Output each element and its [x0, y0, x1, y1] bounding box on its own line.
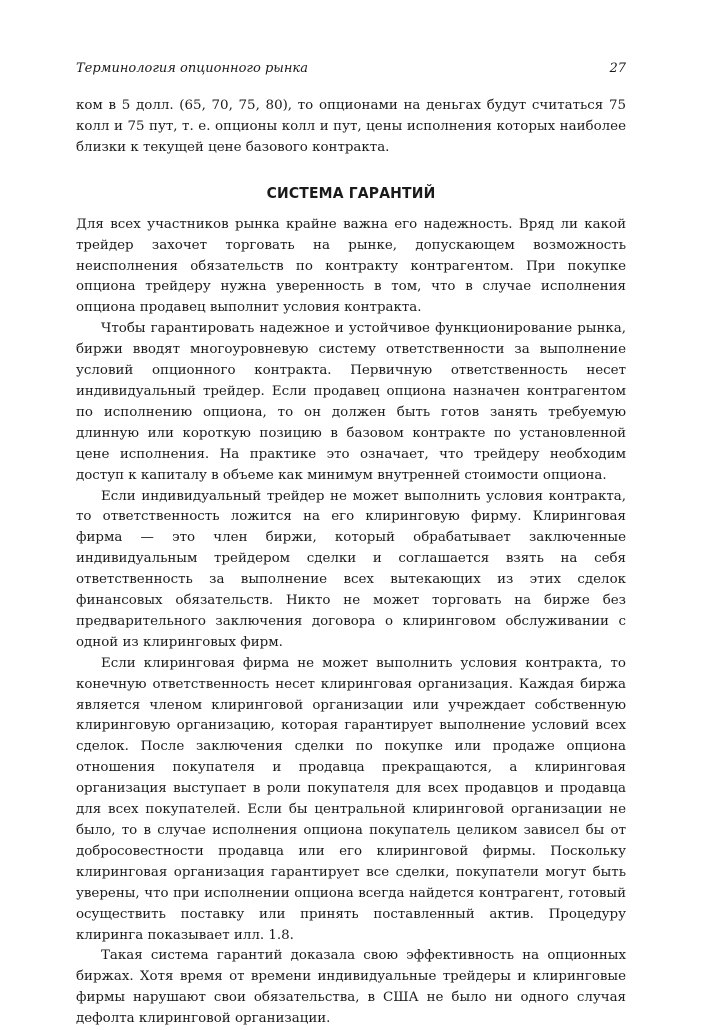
paragraph-4: Если клиринговая фирма не может выполнить условия контракта, то конечную ответственность несет клиринговая организация. Каждая биржа является членом клиринговой организации или учреждает собственную клиринговую организацию, которая гарантирует выполнение условий всех сделок. После заключения сделки по покупке или продаже опциона отношения покупателя и продавца прекращаются, а клиринговая организация выступает в роли покупателя для всех продавцов и продавца для всех покупателей. Если бы центральной клиринговой организации не было, то в случае исполнения опциона покупатель целиком зависел бы от добросовестности продавца или его клиринговой фирмы. Поскольку клиринговая организация гарантирует все сделки, покупатели могут быть уверены, что при исполнении опциона всегда найдется контрагент, готовый осуществить поставку или принять поставленный актив. Процедуру клиринга показывает илл. 1.8.	[76, 655, 626, 943]
paragraph-5: Такая система гарантий доказала свою эффективность на опционных биржах. Хотя время от времени индивидуальные трейдеры и клиринговые фирмы нарушают свои обязательства, в США не было ни одного случая дефолта клиринговой организации.	[76, 948, 626, 1027]
page-number: 27	[609, 61, 626, 76]
paragraph-3: Если индивидуальный трейдер не может выполнить условия контракта, то ответственность ложится на его клиринговую фирму. Клиринговая фирма — это член биржи, который обрабатывает заключенные индивидуальным трейдером сделки и соглашается взять на себя ответственность за выполнение всех вытекающих из этих сделок финансовых обязательств. Никто не может торговать на бирже без предварительного заключения договора о клиринговом обслуживании с одной из клиринговых фирм.	[76, 488, 626, 650]
chapter-title: Терминология опционного рынка	[76, 61, 308, 76]
running-head	[76, 60, 626, 78]
body-text	[76, 96, 626, 1030]
section-title: СИСТЕМА ГАРАНТИЙ	[266, 183, 436, 202]
intro-paragraph: ком в 5 долл. (65, 70, 75, 80), то опционами на деньгах будут считаться 75 колл и 75 пут, т. е. опционы колл и пут, цены исполнения которых наиболее близки к текущей цене базового контракта.	[76, 98, 626, 155]
paragraph-1: Для всех участников рынка крайне важна его надежность. Вряд ли какой трейдер захочет торговать на рынке, допускающем возможность неисполнения обязательств по контракту контрагентом. При покупке опциона трейдеру нужна уверенность в том, что в случае исполнения опциона продавец выполнит условия контракта.	[76, 216, 626, 316]
paragraph-2: Чтобы гарантировать надежное и устойчивое функционирование рынка, биржи вводят многоуровневую систему ответственности за выполнение условий опционного контракта. Первичную ответственность несет индивидуальный трейдер. Если продавец опциона назначен контрагентом по исполнению опциона, то он должен быть готов занять требуемую длинную или короткую позицию в базовом контракте по установленной цене исполнения. На практике это означает, что трейдеру необходим доступ к капиталу в объеме как минимум внутренней стоимости опциона.	[76, 321, 626, 483]
